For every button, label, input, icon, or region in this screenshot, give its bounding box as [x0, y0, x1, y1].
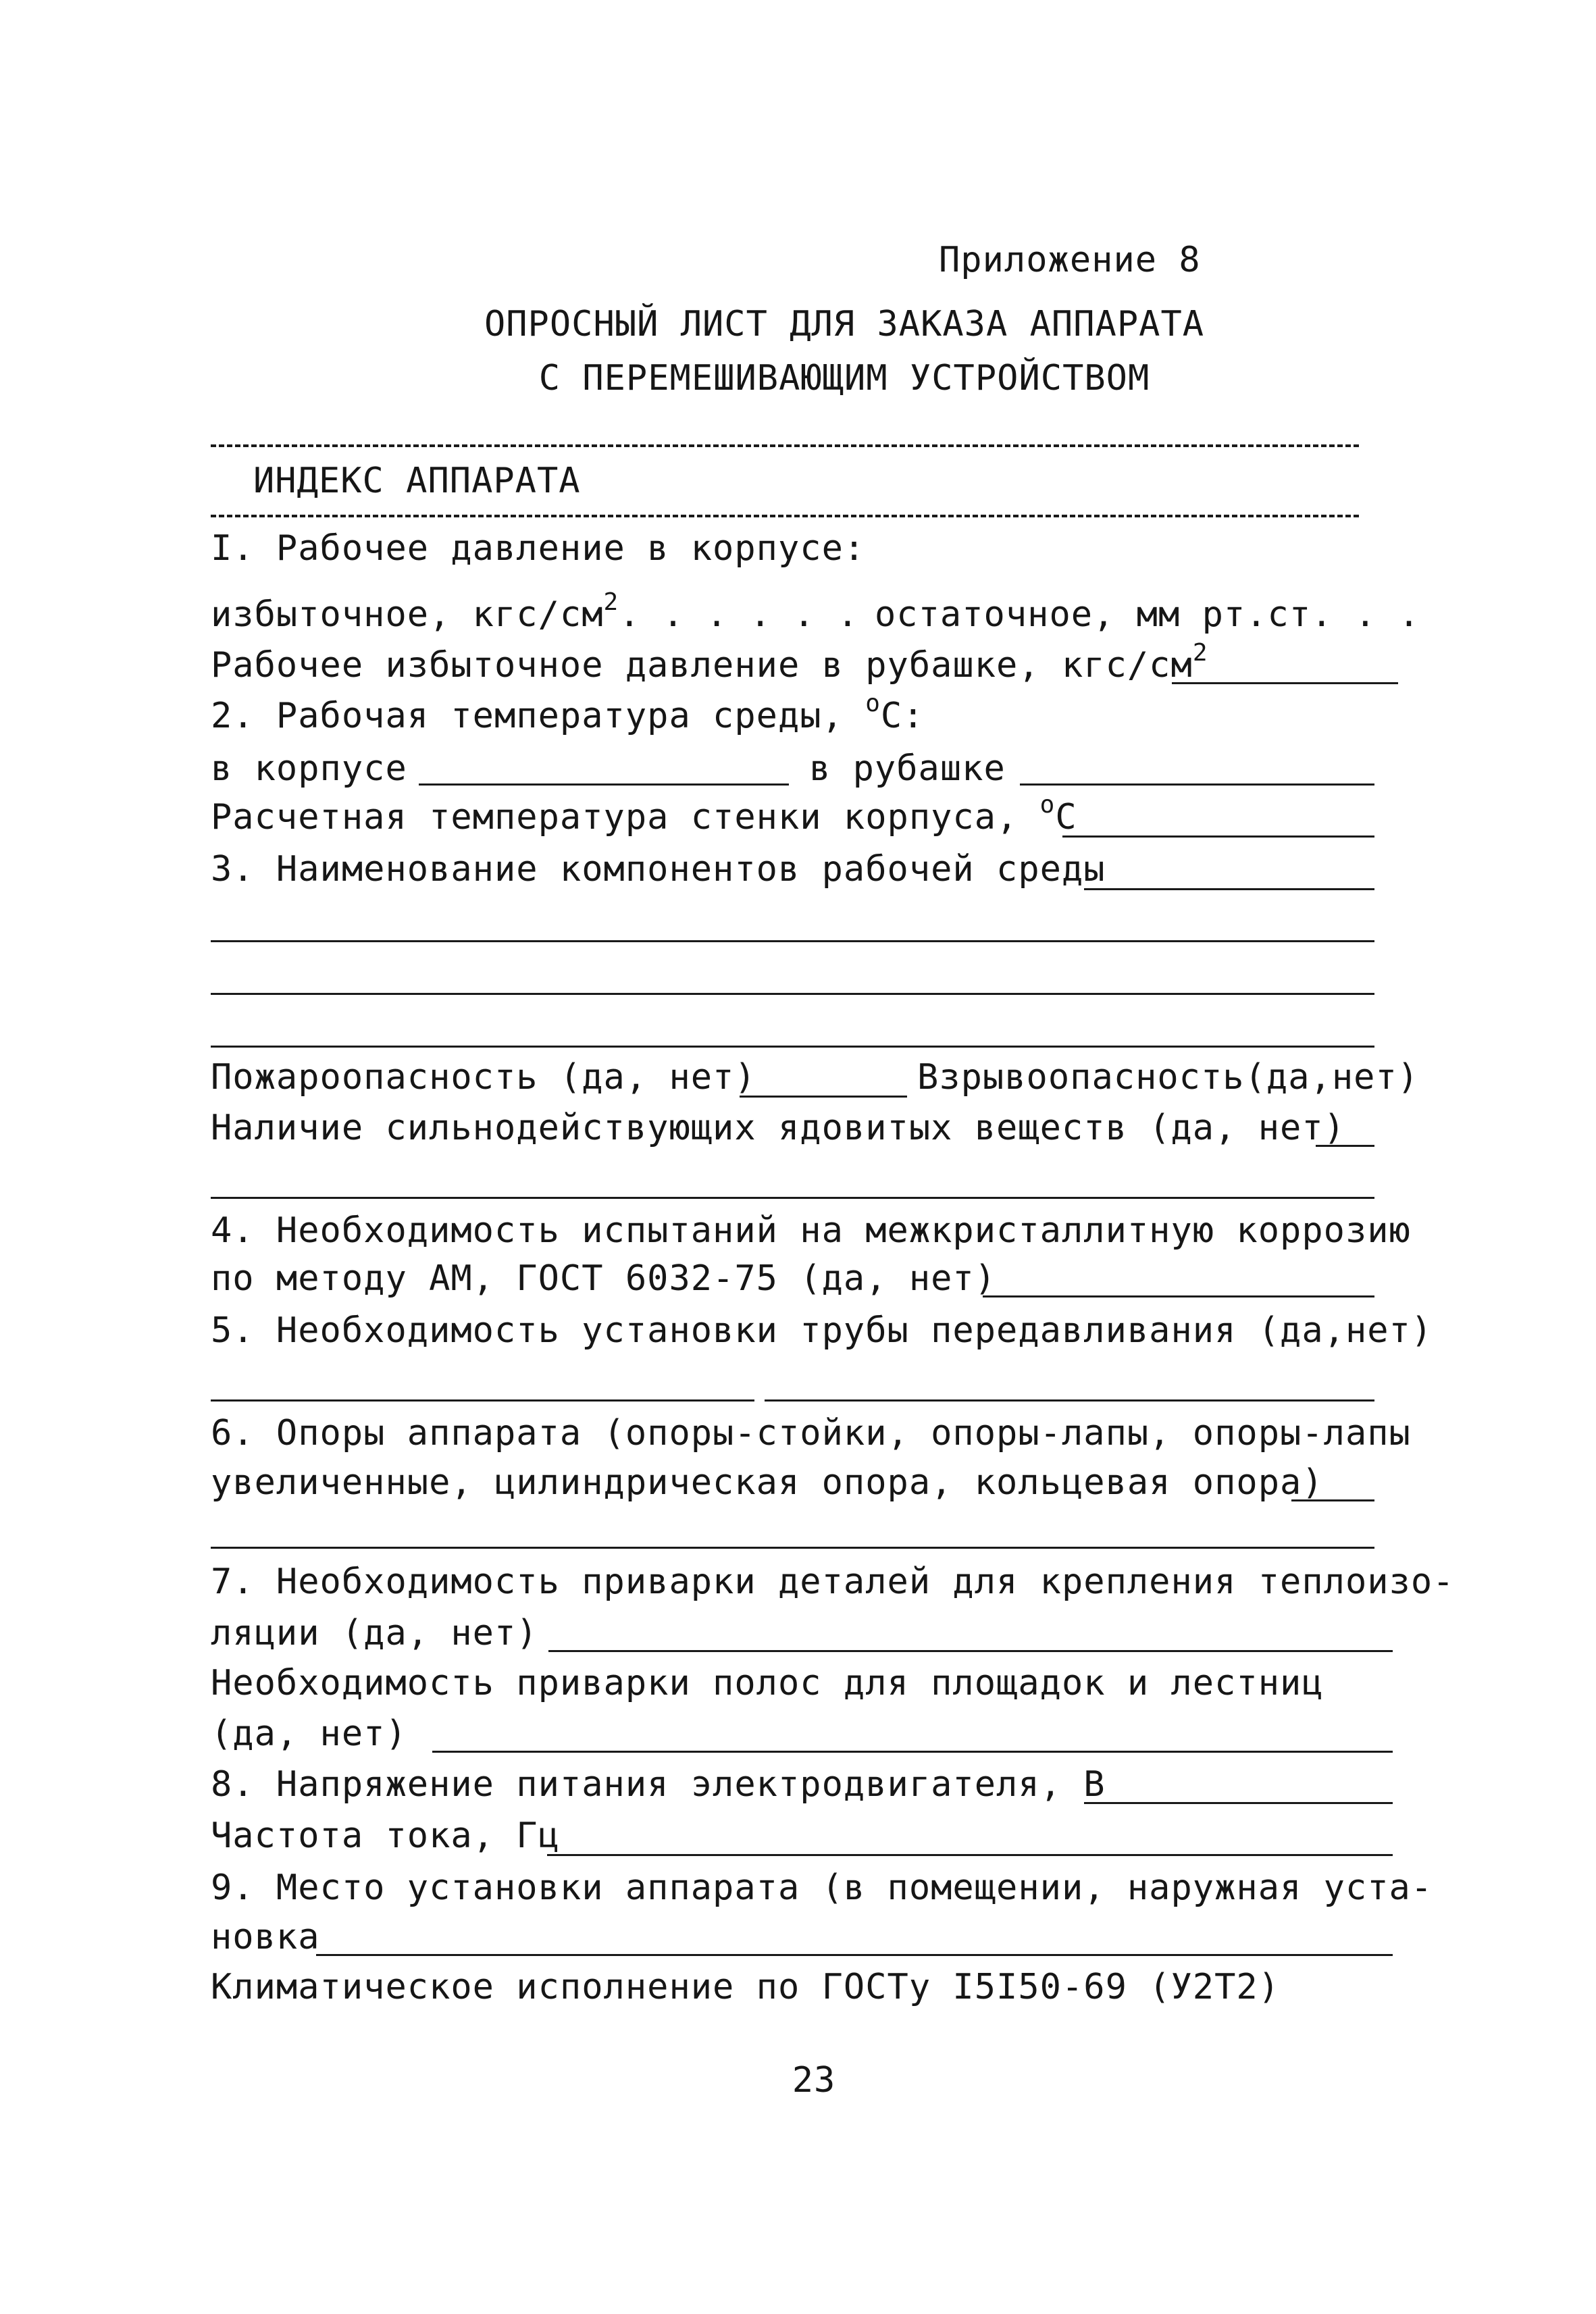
section-9-line-1: 9. Место установки аппарата (в помещении, наружная уста- [211, 1868, 1433, 1908]
wall-temperature-label: Расчетная температура стенки корпуса, $^о$С [211, 791, 1077, 838]
jacket-pressure-label: Рабочее избыточное давление в рубашке, кгс/$см^2$ [211, 639, 1208, 686]
excess-pressure-label: избыточное, кгс/$см^2$. . . . . . [211, 588, 859, 635]
section-2-heading: 2. Рабочая температура среды, $^о$С: [211, 690, 925, 736]
jacket-temperature-label: в рубашке [809, 748, 1006, 789]
corrosion-test-field[interactable] [983, 1295, 1374, 1297]
section-1-heading: I. Рабочее давление в корпусе: [211, 528, 866, 569]
components-field-line-4[interactable] [211, 1046, 1374, 1048]
section-3-heading: 3. Наименование компонентов рабочей среды [211, 849, 1106, 890]
climate-version-label: Климатическое исполнение по ГОСТу I5I50-69 (У2Т2) [211, 1967, 1281, 2007]
transfer-pipe-field[interactable] [211, 1399, 754, 1402]
body-temperature-field[interactable] [419, 783, 789, 786]
toxic-substances-label: Наличие сильнодействующих ядовитых веществ (да, нет) [211, 1108, 1345, 1148]
fire-hazard-label: Пожароопасность (да, нет) [211, 1057, 756, 1098]
section-6-line-2: увеличенные, цилиндрическая опора, кольцевая опора) [211, 1462, 1324, 1503]
fire-hazard-field[interactable] [740, 1096, 907, 1098]
section-5-line-1: 5. Необходимость установки трубы передавливания (да,нет) [211, 1310, 1433, 1351]
toxic-substances-field[interactable] [1316, 1145, 1374, 1147]
section-4-line-1: 4. Необходимость испытаний на межкристаллитную коррозию [211, 1210, 1411, 1251]
explosion-hazard-label: Взрывоопасность(да,нет) [917, 1057, 1420, 1098]
components-field[interactable] [1084, 888, 1374, 890]
current-frequency-field[interactable] [547, 1854, 1393, 1856]
section-6-line-1: 6. Опоры аппарата (опоры-стойки, опоры-лапы, опоры-лапы [211, 1413, 1411, 1454]
toxic-substances-field-line-2[interactable] [211, 1197, 1374, 1199]
installation-place-field[interactable] [316, 1954, 1393, 1956]
supports-field[interactable] [1291, 1499, 1374, 1501]
transfer-pipe-field[interactable] [765, 1399, 1374, 1402]
appendix-label: Приложение 8 [939, 240, 1201, 280]
form-title-line-1: ОПРОСНЫЙ ЛИСТ ДЛЯ ЗАКАЗА АППАРАТА [484, 304, 1205, 344]
form-title-line-2: С ПЕРЕМЕШИВАЮЩИМ УСТРОЙСТВОМ [538, 358, 1150, 398]
page-number: 23 [792, 2060, 836, 2101]
residual-pressure-label: остаточное, мм рт.ст. . . [875, 594, 1420, 635]
dashed-separator [211, 444, 1359, 447]
jacket-pressure-field[interactable] [1172, 682, 1398, 684]
jacket-temperature-field[interactable] [1020, 783, 1374, 786]
platform-strips-field[interactable] [432, 1751, 1393, 1753]
body-temperature-label: в корпусе [211, 748, 407, 789]
wall-temperature-field[interactable] [1062, 835, 1374, 838]
motor-voltage-field[interactable] [1084, 1802, 1393, 1804]
index-label: ИНДЕКС АППАРАТА [253, 461, 581, 501]
section-9-line-2: новка [211, 1917, 320, 1957]
section-8-line-2: Частота тока, Гц [211, 1816, 560, 1856]
dashed-separator [211, 515, 1359, 517]
supports-field-line-2[interactable] [211, 1547, 1374, 1549]
section-4-line-2: по методу АМ, ГОСТ 6032-75 (да, нет) [211, 1258, 997, 1299]
components-field-line-3[interactable] [211, 993, 1374, 995]
components-field-line-2[interactable] [211, 940, 1374, 942]
section-7-line-4: (да, нет) [211, 1714, 407, 1754]
section-7-line-2: ляции (да, нет) [211, 1613, 538, 1653]
section-7-line-1: 7. Необходимость приварки деталей для крепления теплоизо- [211, 1562, 1455, 1602]
section-7-line-3: Необходимость приварки полос для площадок и лестниц [211, 1663, 1324, 1703]
section-8-line-1: 8. Напряжение питания электродвигателя, В [211, 1764, 1106, 1805]
insulation-parts-field[interactable] [548, 1650, 1393, 1652]
